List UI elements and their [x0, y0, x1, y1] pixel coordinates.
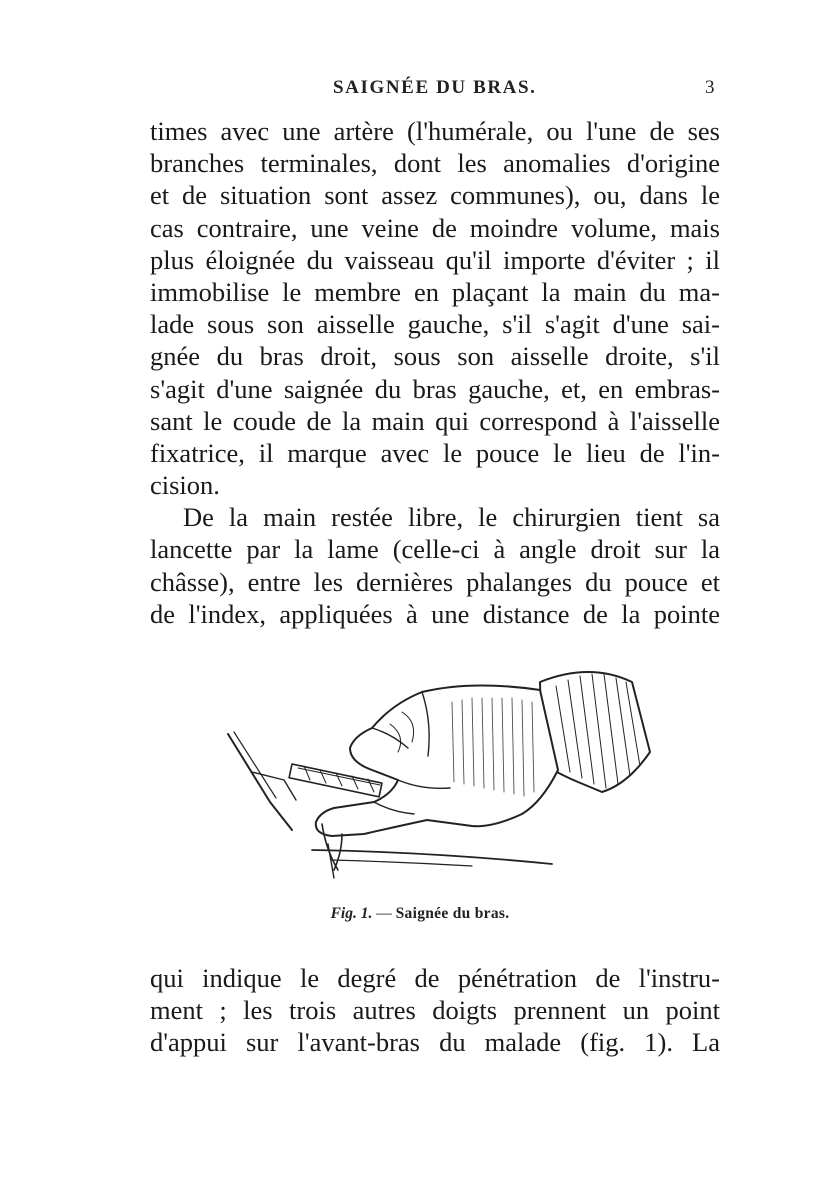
text-line: fixatrice, il marque avec le pouce le lieu de l'in- [150, 437, 720, 468]
text-line: et de situation sont assez communes), ou, dans le [150, 180, 720, 211]
page-number: 3 [705, 77, 715, 98]
text-line: ment ; les trois autres doigts prennent un point [150, 995, 720, 1026]
text-line: de l'index, appliquées à une distance de la pointe [150, 598, 720, 629]
text-line: qui indique le degré de pénétration de l'instru- [150, 963, 720, 993]
text-line: châsse), entre les dernières phalanges du pouce et [150, 566, 720, 597]
text-line: cas contraire, une veine de moindre volume, mais [150, 212, 720, 243]
text-line: cision. [150, 470, 220, 501]
text-line: branches terminales, dont les anomalies d'origine [150, 148, 720, 179]
figure-label: Fig. 1. [330, 905, 373, 922]
text-line: plus éloignée du vaisseau qu'il importe d'éviter ; il [150, 244, 720, 275]
text-line: lancette par la lame (celle-ci à angle droit sur la [150, 534, 720, 565]
figure-title: Saignée du bras. [395, 905, 510, 922]
body-text-bottom [150, 962, 720, 1059]
engraving-hand-lancet [222, 652, 662, 884]
text-line: d'appui sur l'avant-bras du malade (fig. 1). La [150, 1027, 720, 1058]
caption-separator: — [376, 905, 392, 922]
text-line: s'agit d'une saignée du bras gauche, et, en embras- [150, 373, 720, 404]
running-head: SAIGNÉE DU BRAS. [333, 77, 537, 98]
text-line: gnée du bras droit, sous son aisselle droite, s'il [150, 341, 720, 372]
figure-caption [0, 905, 840, 923]
body-text-top [150, 115, 720, 630]
text-line: sant le coude de la main qui correspond à l'aisselle [150, 405, 720, 436]
text-line: immobilise le membre en plaçant la main du ma- [150, 276, 720, 307]
text-line: lade sous son aisselle gauche, s'il s'agit d'une sai- [150, 309, 720, 340]
text-line: times avec une artère (l'humérale, ou l'une de ses [150, 116, 720, 146]
paragraph-start-line: De la main restée libre, le chirurgien tient sa [183, 502, 720, 533]
